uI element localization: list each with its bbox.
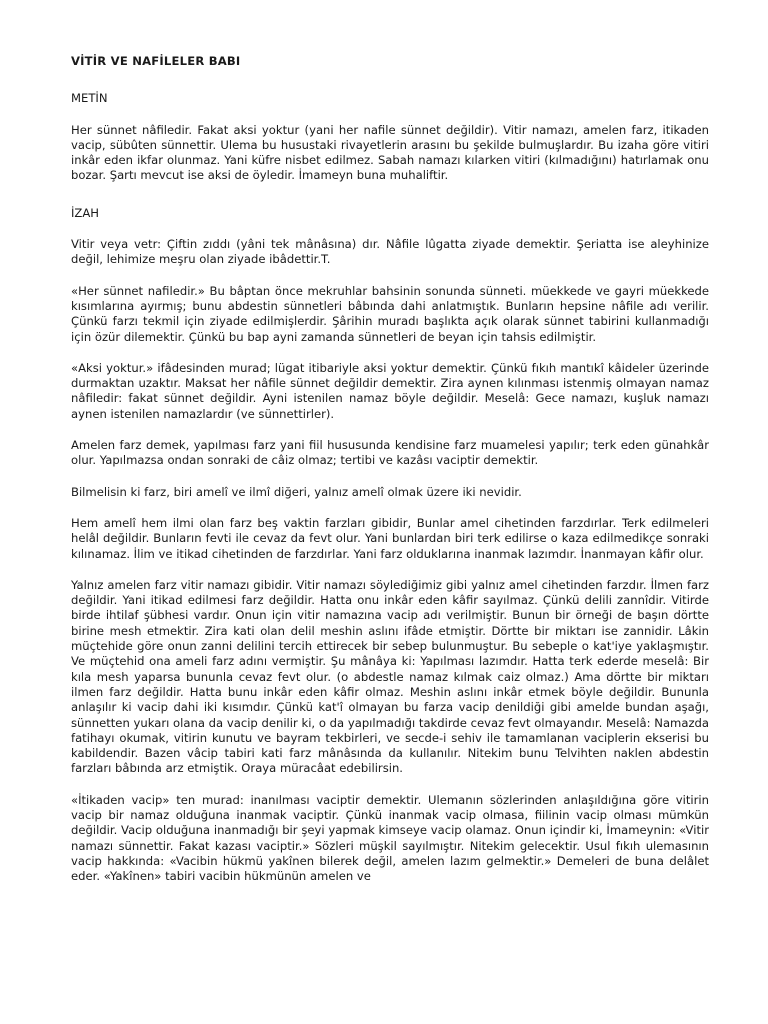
document-title: VİTİR VE NAFİLELER BABI — [71, 54, 241, 68]
metin-heading: METİN — [71, 91, 108, 106]
paragraph: Bilmelisin ki farz, biri amelî ve ilmî diğeri, yalnız amelî olmak üzere iki nevidir. — [71, 484, 522, 499]
paragraph: Vitir veya vetr: Çiftin zıddı (yâni tek mânâsına) dır. Nâfile lûgatta ziyade demektir. Şeriatta ise aleyhinize değil, lehimize meşru olan ziyade ibâdettir.T. — [71, 237, 709, 267]
paragraph: «Her sünnet nafiledir.» Bu bâptan önce mekruhlar bahsinin sonunda sünneti. müekkede ve gayri müekkede kısımlarına ayırmış; bunu abdestin sünnetleri bâbında dahi anlatmıştık. Bunların hepsine nâfile adı verilir. Çünkü farzı tekmil için ziyade edilmişlerdir. Şârihin muradı başlıkta açık olarak sünnet tabirini kullanmadığı için özür dilemektir. Çünkü bu bap ayni zamanda sünnetleri de beyan için tahsis edilmiştir. — [71, 283, 709, 344]
metin-text: Her sünnet nâfiledir. Fakat aksi yoktur (yani her nafile sünnet değildir). Vitir namazı, amelen farz, itikaden vacip, sübûten sünnettir. Ulema bu husustaki rivayetlerin arasını bu şekilde bulmuşlardır. Bu izaha göre vitiri inkâr eden ikfar olunmaz. Yani küfre nisbet edilmez. Sabah namazı kılarken vitiri (kılmadığını) hatırlamak onu bozar. Şartı mevcut ise aksi de öyledir. İmameyn buna muhaliftir. — [71, 122, 709, 183]
document-page — [71, 48, 709, 884]
izah-heading: İZAH — [71, 205, 100, 220]
paragraph: «İtikaden vacip» ten murad: inanılması vaciptir demektir. Ulemanın sözlerinden anlaşıldığına göre vitirin vacip bir namaz olduğuna inanmak vaciptir. Çünkü inanmak vacip olmasa, fiilinin vacip olması mümkün değildir. Vacip olduğuna inanmadığı bir şeyi yapmak kimseye vacip olamaz. Onun içindir ki, İmameynin: «Vitir namazı sünnettir. Fakat kazası vaciptir.» Sözleri müşkil sayılmıştır. Nitekim gelecektir. Usul fıkıh ulemasının vacip hakkında: «Vacibin hükmü yakînen bilerek değil, amelen lazım gelmektir.» Demeleri de buna delâlet eder. «Yakînen» tabiri vacibin hükmünün amelen ve — [71, 792, 709, 884]
paragraph: Hem amelî hem ilmi olan farz beş vaktin farzları gibidir, Bunlar amel cihetinden farzdırlar. Terk edilmeleri helâl değildir. Bunların fevti ile cevaz da fevt olur. Yani bunlardan biri terk edilirse o kaza edilmedikçe sonraki kılınamaz. İlim ve itikad cihetinden de farzdırlar. Yani farz olduklarına inanmak lazımdır. İnanmayan kâfir olur. — [71, 515, 709, 561]
paragraph: «Aksi yoktur.» ifâdesinden murad; lügat itibariyle aksi yoktur demektir. Çünkü fıkıh mantıkî kâideler üzerinde durmaktan uzaktır. Maksat her nâfile sünnet değildir demektir. Zira aynen kılınması istenmiş olmayan namaz nâfiledir: fakat sünnet değildir. Ayni istenilen namaz böyle değildir. Meselâ: Gece namazı, kuşluk namazı aynen istenilen namazlardır (ve sünnettirler). — [71, 360, 709, 421]
paragraph: Amelen farz demek, yapılması farz yani fiil hususunda kendisine farz muamelesi yapılır; terk eden günahkâr olur. Yapılmazsa ondan sonraki de câiz olmaz; tertibi ve kazâsı vaciptir demektir. — [71, 438, 709, 468]
paragraph: Yalnız amelen farz vitir namazı gibidir. Vitir namazı söylediğimiz gibi yalnız amel cihetinden farzdır. İlmen farz değildir. Yani itikad edilmesi farz değildir. Hatta onu inkâr eden kâfir sayılmaz. Çünkü delili zannîdir. Vitirde birde ihtilaf şübhesi vardır. Onun için vitir namazına vacip adı verilmiştir. Bunun bir örneği de başın dörtte birine mesh etmektir. Zira kati olan delil meshin aslını ifâde etmiştir. Dörtte bir miktarı ise zannidir. Lâkin müçtehide göre onun zanni delilini tercih ettirecek bir sebep bulunmuştur. Bu sebeple o kat'iye yaklaşmıştır. Ve müçtehid ona ameli farz adını vermiştir. Şu mânâya ki: Yapılması lazımdır. Hatta terk ederde meselâ: Bir kıla mesh yaparsa bununla cevaz fevt olur. (o abdestle namaz kılmak caiz olmaz.) Ama dörtte bir miktarı ilmen farz değildir. Hatta bunu inkâr eden kâfir olmaz. Meshin aslını inkâr etmek böyle değildir. Bununla anlaşılır ki vacip dahi iki kısımdır. Çünkü kat'î olmayan bu farzа vacip denildiği gibi amelde bundan aşağı, sünnetten yukarı olana da vacip denilir ki, o da yapılmadığı takdirde cevaz fevt olmayandır. Meselâ: Namazda fatihayı okumak, vitirin kunutu ve bayram tekbirleri, ve secde-i sehiv ile tamamlanan vaciplerin ekserisi bu kabildendir. Bazen vâcip tabiri kati farz mânâsında da kullanılır. Nitekim bunu Telvihten naklen abdestin farzları bâbında arz etmiştik. Oraya müracâat edebilirsin. — [71, 577, 709, 776]
